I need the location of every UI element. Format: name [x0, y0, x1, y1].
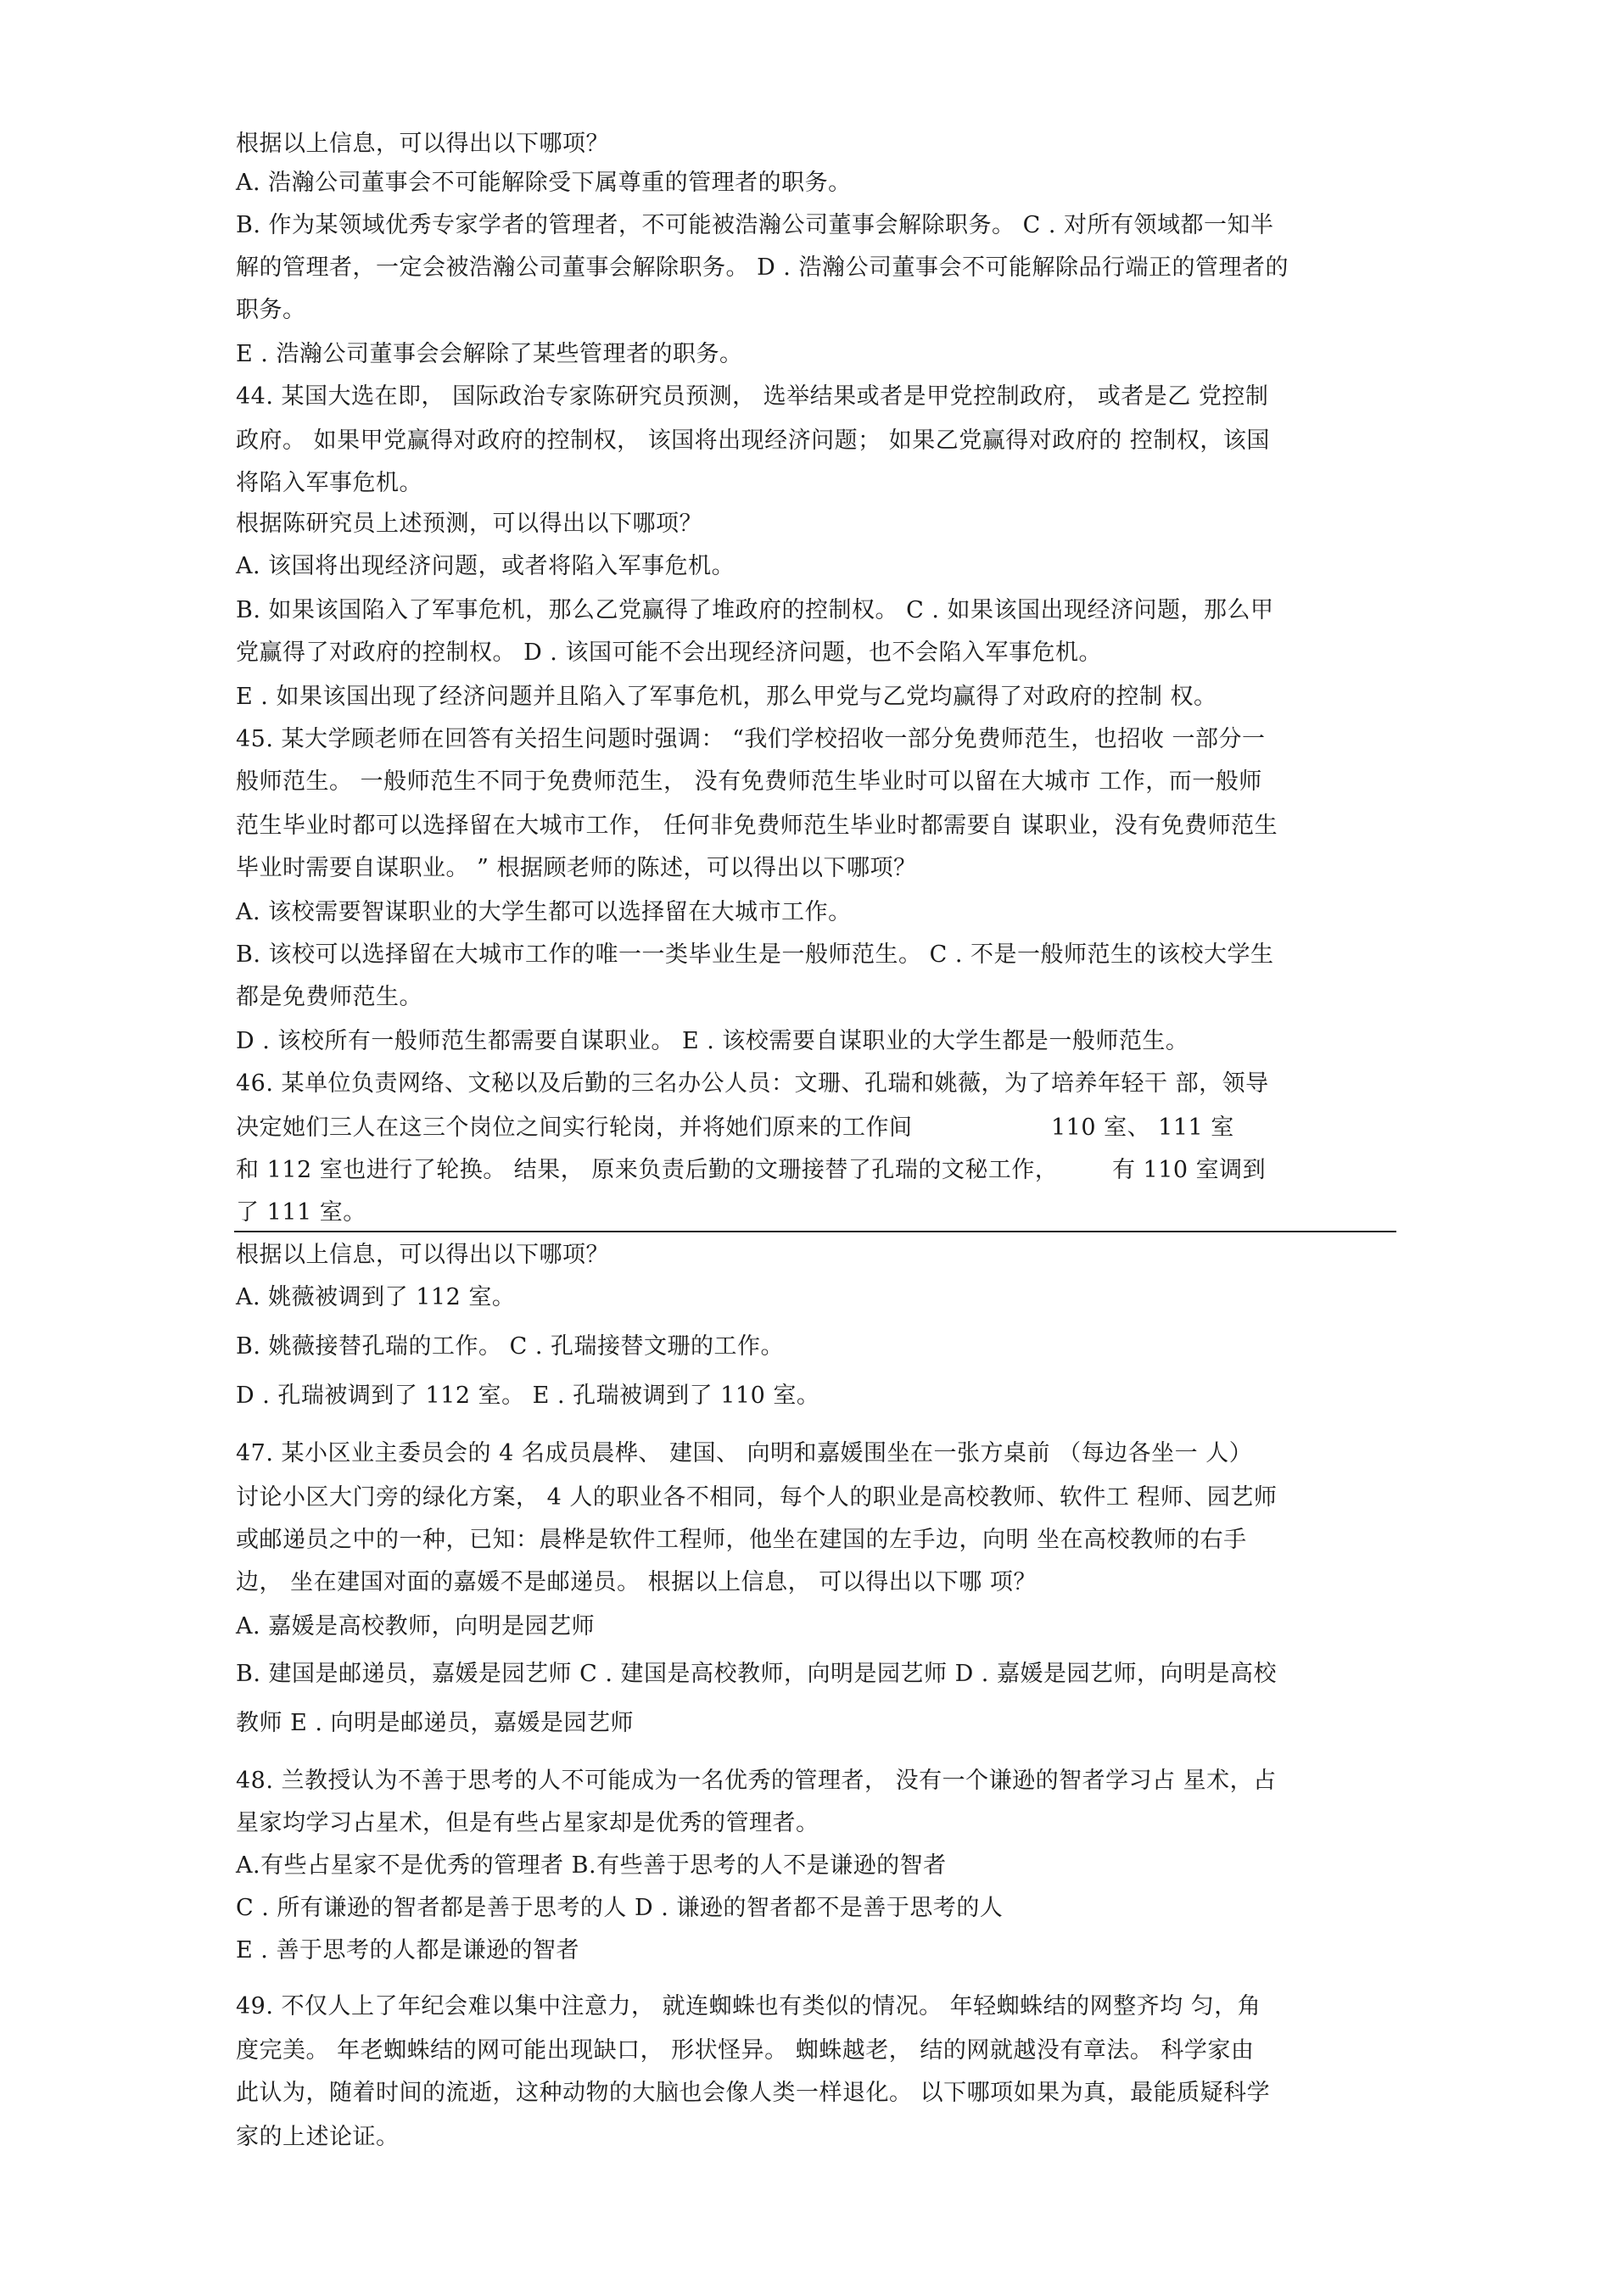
- text-line: A. 浩瀚公司董事会不可能解除受下属尊重的管理者的职务。: [236, 170, 852, 196]
- text-line: 家的上述论证。: [236, 2124, 400, 2150]
- text-line: 政府。 如果甲党赢得对政府的控制权， 该国将出现经济问题； 如果乙党赢得对政府的 控制权，该国: [236, 427, 1270, 454]
- text-line: 边， 坐在建国对面的嘉媛不是邮递员。 根据以上信息， 可以得出以下哪 项？: [236, 1569, 1037, 1595]
- text-line: A. 该国将出现经济问题，或者将陷入军事危机。: [236, 553, 735, 579]
- text-line: 都是免费师范生。: [236, 984, 422, 1010]
- text-line: 根据陈研究员上述预测，可以得出以下哪项？: [236, 511, 702, 537]
- text-line: 根据以上信息，可以得出以下哪项？: [236, 1242, 609, 1268]
- text-line: A. 该校需要智谋职业的大学生都可以选择留在大城市工作。: [236, 899, 852, 925]
- text-line: B. 建国是邮递员，嘉媛是园艺师 C . 建国是高校教师，向明是园艺师 D . 嘉媛是园艺师，向明是高校: [236, 1661, 1277, 1687]
- text-line: 48. 兰教授认为不善于思考的人不可能成为一名优秀的管理者， 没有一个谦逊的智者学习占 星术，占: [236, 1768, 1277, 1794]
- text-line: B. 作为某领域优秀专家学者的管理者，不可能被浩瀚公司董事会解除职务。 C . 对所有领域都一知半: [236, 212, 1274, 238]
- text-line: C . 所有谦逊的智者都是善于思考的人 D . 谦逊的智者都不是善于思考的人: [236, 1895, 1004, 1921]
- text-line: B. 该校可以选择留在大城市工作的唯一一类毕业生是一般师范生。 C . 不是一般师范生的该校大学生: [236, 941, 1274, 968]
- text-line: 党赢得了对政府的控制权。 D . 该国可能不会出现经济问题，也不会陷入军事危机。: [236, 640, 1102, 666]
- text-line: 解的管理者，一定会被浩瀚公司董事会解除职务。 D . 浩瀚公司董事会不可能解除品行端正的管理者的: [236, 254, 1289, 281]
- text-line: 44. 某国大选在即， 国际政治专家陈研究员预测， 选举结果或者是甲党控制政府， 或者是乙 党控制: [236, 383, 1269, 410]
- text-line: 47. 某小区业主委员会的 4 名成员晨桦、 建国、 向明和嘉媛围坐在一张方桌前 （每边各坐一 人）: [236, 1440, 1253, 1466]
- text-line: D . 孔瑞被调到了 112 室。 E . 孔瑞被调到了 110 室。: [236, 1383, 820, 1409]
- text-line: E . 浩瀚公司董事会会解除了某些管理者的职务。: [236, 341, 743, 367]
- text-line: 职务。: [236, 297, 306, 323]
- text-line: 毕业时需要自谋职业。 ” 根据顾老师的陈述，可以得出以下哪项？: [236, 855, 917, 881]
- text-line: A.有些占星家不是优秀的管理者 B.有些善于思考的人不是谦逊的智者: [236, 1852, 947, 1879]
- text-line: E . 如果该国出现了经济问题并且陷入了军事危机，那么甲党与乙党均赢得了对政府的控制 权。: [236, 684, 1217, 710]
- text-line: 般师范生。 一般师范生不同于免费师范生， 没有免费师范生毕业时可以留在大城市 工作，而一般师: [236, 768, 1262, 795]
- text-line: 决定她们三人在这三个岗位之间实行轮岗，并将她们原来的工作间 110 室、 111 室: [236, 1114, 1234, 1141]
- text-line: B. 如果该国陷入了军事危机，那么乙党赢得了堆政府的控制权。 C . 如果该国出现经济问题，那么甲: [236, 597, 1274, 623]
- text-line: E . 善于思考的人都是谦逊的智者: [236, 1937, 579, 1964]
- text-line: A. 姚薇被调到了 112 室。: [236, 1284, 516, 1310]
- text-line: 范生毕业时都可以选择留在大城市工作， 任何非免费师范生毕业时都需要自 谋职业，没有免费师范生: [236, 813, 1278, 839]
- text-line: 讨论小区大门旁的绿化方案， 4 人的职业各不相同，每个人的职业是高校教师、软件工 程师、园艺师: [236, 1484, 1278, 1511]
- text-line: B. 姚薇接替孔瑞的工作。 C . 孔瑞接替文珊的工作。: [236, 1333, 784, 1360]
- text-line: 或邮递员之中的一种，已知：晨桦是软件工程师，他坐在建国的左手边，向明 坐在高校教师的右手: [236, 1527, 1247, 1553]
- text-line: 将陷入军事危机。: [236, 470, 422, 496]
- text-line: D . 该校所有一般师范生都需要自谋职业。 E . 该校需要自谋职业的大学生都是一般师范生。: [236, 1028, 1189, 1054]
- text-line: 49. 不仅人上了年纪会难以集中注意力， 就连蜘蛛也有类似的情况。 年轻蜘蛛结的网整齐均 匀，角: [236, 1993, 1261, 2019]
- text-line: 度完美。 年老蜘蛛结的网可能出现缺口， 形状怪异。 蜘蛛越老， 结的网就越没有章法。 科学家由: [236, 2037, 1255, 2064]
- text-line: 教师 E . 向明是邮递员，嘉媛是园艺师: [236, 1710, 635, 1736]
- text-line: 星家均学习占星术，但是有些占星家却是优秀的管理者。: [236, 1810, 819, 1836]
- text-line: 了 111 室。: [236, 1199, 366, 1226]
- text-line: 46. 某单位负责网络、文秘以及后勤的三名办公人员：文珊、孔瑞和姚薇，为了培养年轻干 部，领导: [236, 1070, 1269, 1097]
- text-line: 和 112 室也进行了轮换。 结果， 原来负责后勤的文珊接替了孔瑞的文秘工作， 有 110 室调到: [236, 1157, 1267, 1183]
- text-line: 根据以上信息，可以得出以下哪项？: [236, 131, 609, 157]
- text-line: 45. 某大学顾老师在回答有关招生问题时强调： “我们学校招收一部分免费师范生，也招收 一部分一: [236, 726, 1266, 752]
- text-line: A. 嘉媛是高校教师，向明是园艺师: [236, 1613, 596, 1640]
- divider-rule: [234, 1231, 1396, 1232]
- text-line: 此认为，随着时间的流逝，这种动物的大脑也会像人类一样退化。 以下哪项如果为真，最能质疑科学: [236, 2080, 1271, 2106]
